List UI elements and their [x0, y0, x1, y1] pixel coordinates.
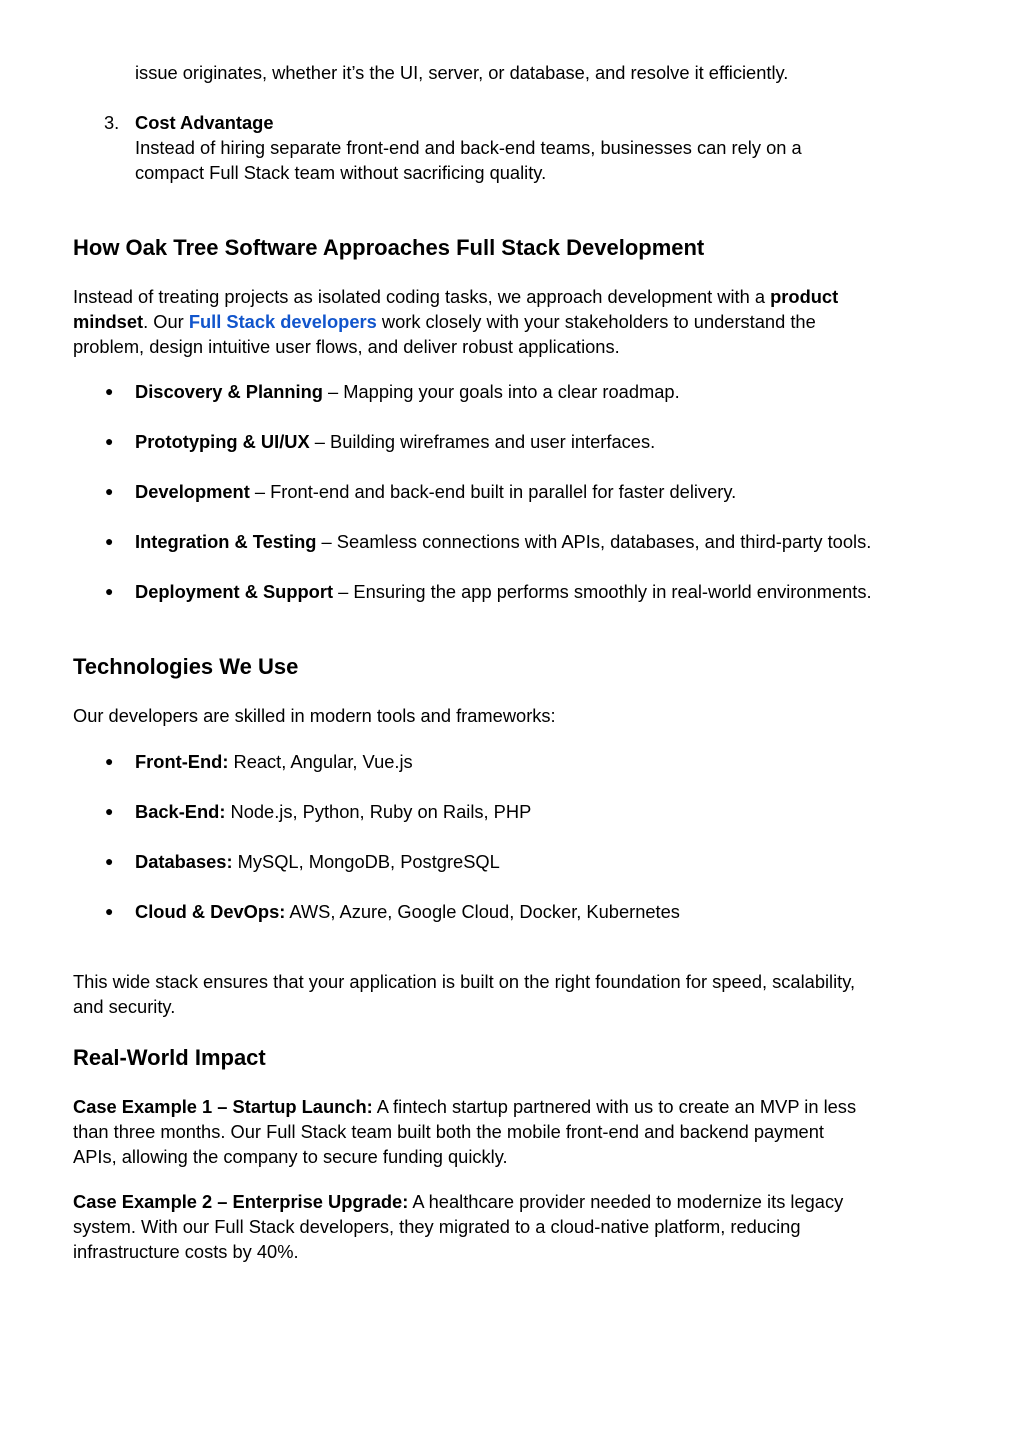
full-stack-developers-link[interactable]: Full Stack developers — [188, 311, 377, 332]
list-item: Discovery & Planning – Mapping your goals into a clear roadmap. — [135, 381, 680, 402]
approach-paragraph-line1: Instead of treating projects as isolated coding tasks, we approach development with a product — [73, 286, 839, 307]
list-item: Deployment & Support – Ensuring the app performs smoothly in real-world environments. — [135, 581, 872, 602]
bullet-icon: ● — [105, 583, 114, 599]
technologies-summary-line1: This wide stack ensures that your application is built on the right foundation for speed, scalability, — [73, 971, 856, 992]
list-item: Back-End: Node.js, Python, Ruby on Rails, PHP — [135, 801, 532, 822]
bullet-icon: ● — [105, 533, 114, 549]
technologies-summary-line2: and security. — [73, 996, 176, 1017]
list-item: Development – Front-end and back-end built in parallel for faster delivery. — [135, 481, 737, 502]
list-item: Prototyping & UI/UX – Building wireframes and user interfaces. — [135, 431, 656, 452]
cost-advantage-line1: Instead of hiring separate front-end and back-end teams, businesses can rely on a — [135, 137, 802, 158]
bullet-icon: ● — [105, 903, 114, 919]
case1-line3: APIs, allowing the company to secure funding quickly. — [73, 1146, 508, 1167]
list-item: Front-End: React, Angular, Vue.js — [135, 751, 413, 772]
bullet-icon: ● — [105, 383, 114, 399]
bullet-icon: ● — [105, 483, 114, 499]
list-number: 3. — [104, 112, 120, 133]
bullet-icon: ● — [105, 803, 114, 819]
impact-heading: Real-World Impact — [73, 1045, 266, 1070]
case1-line1: Case Example 1 – Startup Launch: A fintech startup partnered with us to create an MVP in less — [73, 1096, 857, 1117]
case2-line3: infrastructure costs by 40%. — [73, 1241, 299, 1262]
list-item: Databases: MySQL, MongoDB, PostgreSQL — [135, 851, 500, 872]
bullet-icon: ● — [105, 433, 114, 449]
case2-line2: system. With our Full Stack developers, they migrated to a cloud-native platform, reducing — [73, 1216, 801, 1237]
technologies-heading: Technologies We Use — [73, 654, 299, 679]
cost-advantage-line2: compact Full Stack team without sacrificing quality. — [135, 162, 547, 183]
approach-heading: How Oak Tree Software Approaches Full Stack Development — [73, 235, 705, 260]
case1-line2: than three months. Our Full Stack team built both the mobile front-end and backend payment — [73, 1121, 824, 1142]
approach-paragraph-line2: mindset. Our Full Stack developers work closely with your stakeholders to understand the — [73, 311, 816, 332]
technologies-intro: Our developers are skilled in modern tools and frameworks: — [73, 705, 556, 726]
list-item: Cloud & DevOps: AWS, Azure, Google Cloud, Docker, Kubernetes — [135, 901, 680, 922]
case2-line1: Case Example 2 – Enterprise Upgrade: A healthcare provider needed to modernize its legacy — [73, 1191, 844, 1212]
intro-continuation: issue originates, whether it’s the UI, server, or database, and resolve it efficiently. — [135, 62, 789, 83]
bullet-icon: ● — [105, 753, 114, 769]
list-item: Integration & Testing – Seamless connections with APIs, databases, and third-party tools. — [135, 531, 872, 552]
approach-paragraph-line3: problem, design intuitive user flows, and deliver robust applications. — [73, 336, 620, 357]
cost-advantage-title: Cost Advantage — [135, 112, 274, 133]
bullet-icon: ● — [105, 853, 114, 869]
